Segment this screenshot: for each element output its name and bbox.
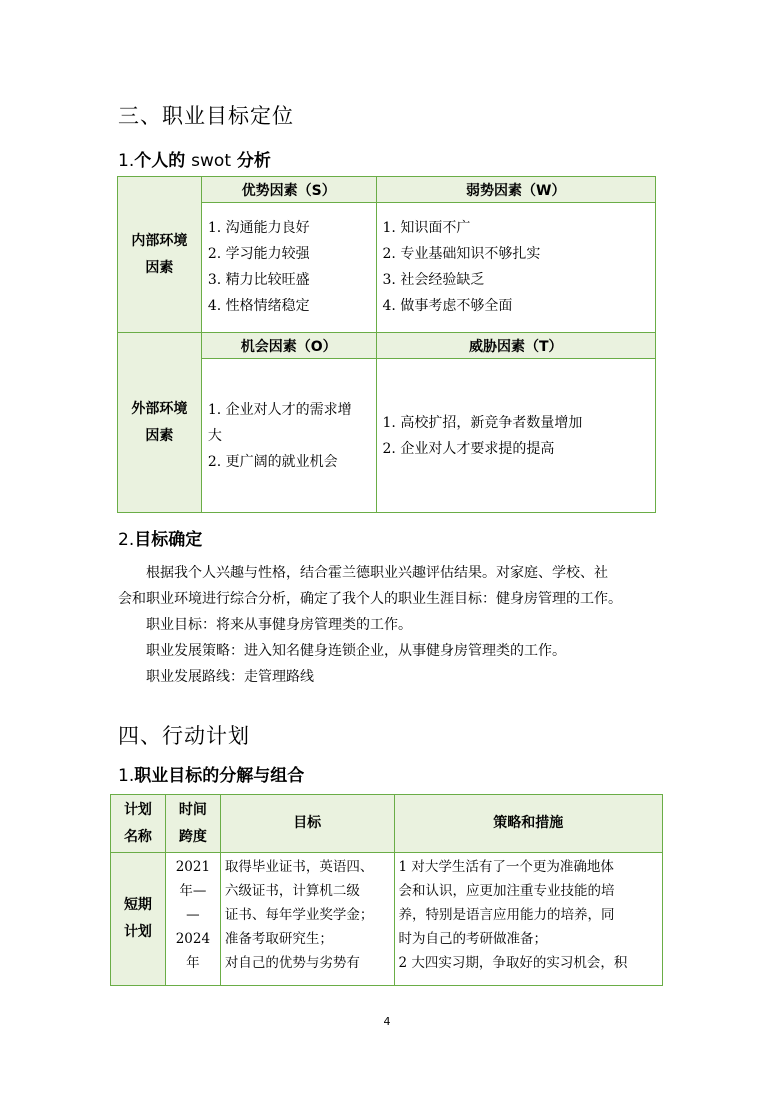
subsection-title-part: swot <box>191 151 231 171</box>
paragraph-line: 职业目标：将来从事健身房管理类的工作。 <box>146 617 412 633</box>
side-label-line: 因素 <box>145 427 174 444</box>
cell-line: 证书、每年学业奖学金； <box>224 907 374 923</box>
subsection-goal-title <box>118 525 202 550</box>
cell-line: 年— <box>179 883 207 899</box>
list-item: 1. 知识面不广 <box>382 220 471 236</box>
section-3-title: 三、职业目标定位 <box>118 104 294 128</box>
subsection-plan-title <box>118 761 304 786</box>
subsection-swot-title <box>118 146 271 171</box>
list-item: 2. 专业基础知识不够扎实 <box>382 246 541 262</box>
list-item: 3. 社会经验缺乏 <box>382 272 485 288</box>
internal-factors-label <box>118 177 202 333</box>
threats-header: 威胁因素（T） <box>376 333 655 359</box>
list-item: 1. 企业对人才的需求增 <box>207 401 352 418</box>
weaknesses-header: 弱势因素（W） <box>376 177 655 203</box>
list-item: 1. 沟通能力良好 <box>207 220 310 236</box>
header-strategy: 策略和措施 <box>394 795 662 853</box>
header-plan-name <box>111 795 166 853</box>
row-plan-name <box>111 853 166 986</box>
header-line: 计划 <box>123 801 152 818</box>
side-label-line: 内部环境 <box>131 232 188 249</box>
list-item: 3. 精力比较旺盛 <box>207 272 310 288</box>
header-line: 跨度 <box>178 828 207 845</box>
header-goal: 目标 <box>220 795 394 853</box>
paragraph-line: 根据我个人兴趣与性格，结合霍兰德职业兴趣评估结果。对家庭、学校、社 <box>146 565 608 581</box>
cell-line: 会和认识，应更加注重专业技能的培 <box>398 883 615 899</box>
subsection-number: 1. <box>118 151 135 171</box>
list-item: 2. 学习能力较强 <box>207 246 310 262</box>
opportunities-list <box>201 359 376 513</box>
header-line: 时间 <box>178 801 207 818</box>
paragraph-line: 职业发展路线：走管理路线 <box>146 669 314 685</box>
cell-line: 计划 <box>123 924 152 940</box>
cell-line: 年 <box>186 955 200 971</box>
list-item: 大 <box>207 427 222 444</box>
cell-line: 准备考取研究生； <box>224 931 333 947</box>
external-factors-label <box>118 333 202 513</box>
subsection-title-part: 个人的 <box>134 151 192 171</box>
paragraph-line: 职业发展策略：进入知名健身连锁企业，从事健身房管理类的工作。 <box>146 643 566 659</box>
list-item: 1. 高校扩招，新竞争者数量增加 <box>382 414 583 431</box>
header-time-span <box>165 795 220 853</box>
cell-line: 2021 <box>175 859 211 875</box>
cell-line: 对自己的优势与劣势有 <box>224 955 360 971</box>
cell-line: 2024 <box>175 931 211 947</box>
list-item: 2. 企业对人才要求提的提高 <box>382 440 555 457</box>
cell-line: 取得毕业证书，英语四、 <box>224 859 374 875</box>
cell-line: 短期 <box>123 897 152 913</box>
cell-line: 2 大四实习期，争取好的实习机会，积 <box>398 955 628 971</box>
row-strategy <box>394 853 662 986</box>
cell-line: 养，特别是语言应用能力的培养，同 <box>398 907 615 923</box>
paragraph-line: 会和职业环境进行综合分析，确定了我个人的职业生涯目标：健身房管理的工作。 <box>118 591 622 607</box>
list-item: 4. 做事考虑不够全面 <box>382 298 513 314</box>
side-label-line: 因素 <box>145 259 174 276</box>
cell-line: 时为自己的考研做准备； <box>398 931 548 947</box>
strengths-list <box>201 203 376 333</box>
row-goal <box>220 853 394 986</box>
section-4-title: 四、行动计划 <box>118 724 250 748</box>
opportunities-header: 机会因素（O） <box>201 333 376 359</box>
list-item: 2. 更广阔的就业机会 <box>207 453 338 470</box>
strengths-header: 优势因素（S） <box>201 177 376 203</box>
cell-line: 1 对大学生活有了一个更为准确地体 <box>398 859 614 875</box>
weaknesses-list <box>376 203 655 333</box>
side-label-line: 外部环境 <box>131 400 188 417</box>
cell-line: — <box>186 907 200 923</box>
list-item: 4. 性格情绪稳定 <box>207 298 310 314</box>
goal-paragraphs <box>118 560 658 690</box>
threats-list <box>376 359 655 513</box>
cell-line: 六级证书，计算机二级 <box>224 883 360 899</box>
subsection-title-part: 职业目标的分解与组合 <box>134 766 305 786</box>
header-line: 名称 <box>123 828 152 845</box>
action-plan-table <box>110 794 663 986</box>
subsection-title-part: 分析 <box>230 151 271 171</box>
row-time-span <box>165 853 220 986</box>
subsection-number: 1. <box>118 766 135 786</box>
page-number: 4 <box>383 1015 391 1028</box>
subsection-number: 2. <box>118 530 135 550</box>
swot-table <box>117 176 656 513</box>
subsection-title-part: 目标确定 <box>134 530 203 550</box>
